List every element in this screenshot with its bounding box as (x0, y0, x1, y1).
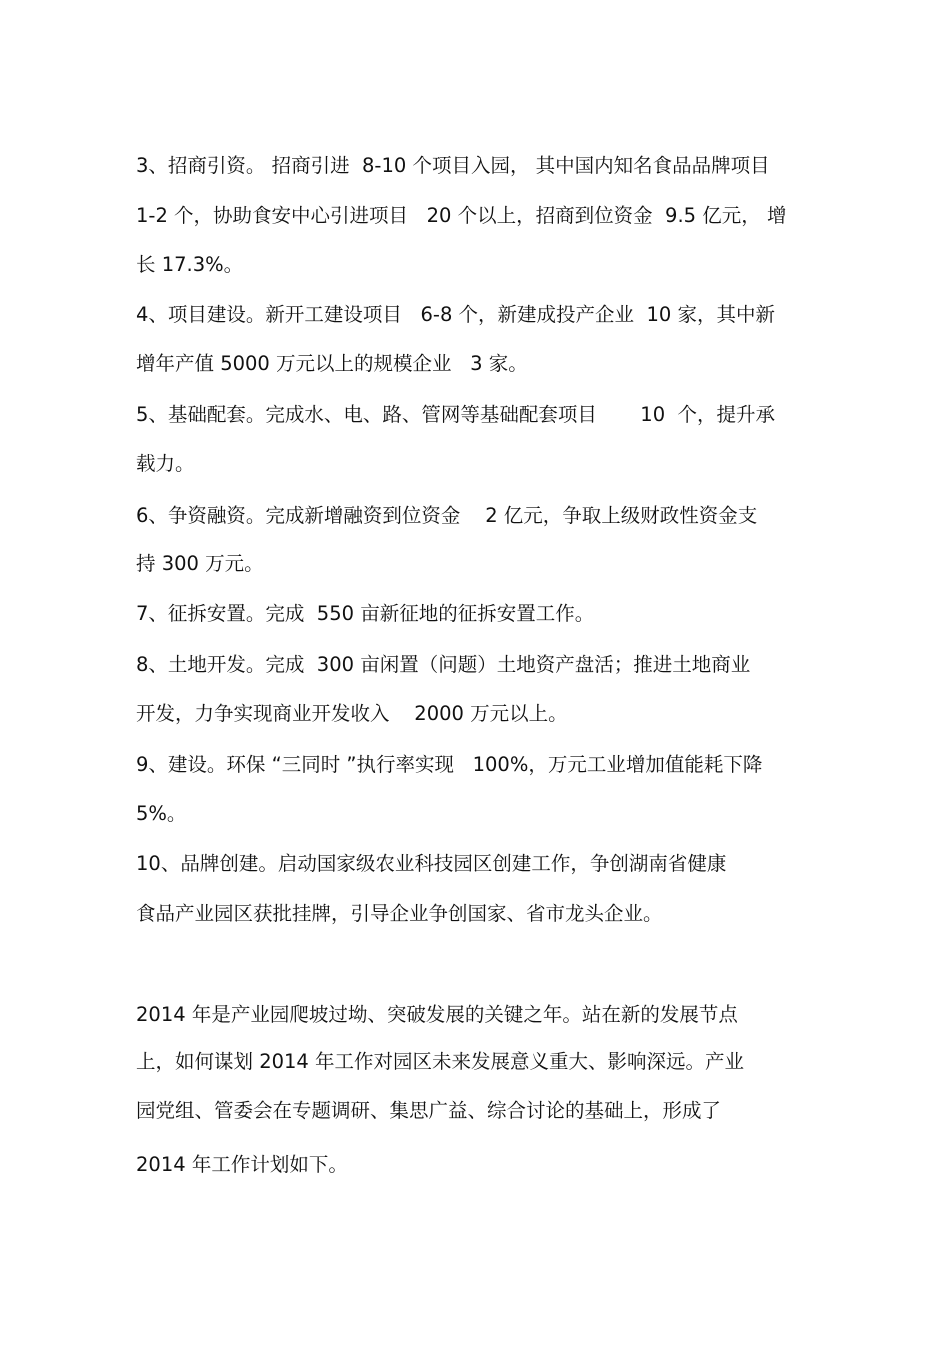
text-line: 载力。 (136, 452, 195, 475)
text-line: 食品产业园区获批挂牌，引导企业争创国家、省市龙头企业。 (136, 902, 663, 925)
text-line: 8、土地开发。完成 300 亩闲置（问题）土地资产盘活；推进土地商业 (136, 653, 751, 676)
text-line: 5、基础配套。完成水、电、路、管网等基础配套项目 10 个，提升承 (136, 403, 776, 426)
text-line: 园党组、管委会在专题调研、集思广益、综合讨论的基础上，形成了 (136, 1099, 722, 1122)
text-line: 长 17.3%。 (136, 253, 244, 276)
text-line: 上，如何谋划 2014 年工作对园区未来发展意义重大、影响深远。产业 (136, 1050, 745, 1073)
text-line: 9、建设。环保 “三同时 ”执行率实现 100%，万元工业增加值能耗下降 (136, 753, 763, 776)
text-line: 6、争资融资。完成新增融资到位资金 2 亿元，争取上级财政性资金支 (136, 504, 758, 527)
text-line: 持 300 万元。 (136, 552, 264, 575)
text-line: 2014 年是产业园爬坡过坳、突破发展的关键之年。站在新的发展节点 (136, 1003, 738, 1026)
text-line: 2014 年工作计划如下。 (136, 1153, 348, 1176)
text-line: 3、招商引资。 招商引进 8-10 个项目入园， 其中国内知名食品品牌项目 (136, 154, 770, 177)
text-line: 4、项目建设。新开工建设项目 6-8 个，新建成投产企业 10 家，其中新 (136, 303, 775, 326)
text-line: 开发，力争实现商业开发收入 2000 万元以上。 (136, 702, 568, 725)
text-line: 1-2 个，协助食安中心引进项目 20 个以上，招商到位资金 9.5 亿元， 增 (136, 204, 787, 227)
text-line: 5%。 (136, 802, 187, 825)
text-line: 增年产值 5000 万元以上的规模企业 3 家。 (136, 352, 528, 375)
text-line: 10、品牌创建。启动国家级农业科技园区创建工作，争创湖南省健康 (136, 852, 727, 875)
text-line: 7、征拆安置。完成 550 亩新征地的征拆安置工作。 (136, 602, 595, 625)
